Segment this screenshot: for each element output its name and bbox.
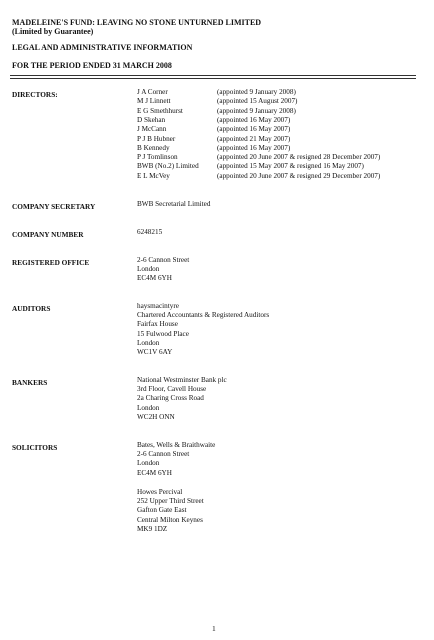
address-line: 2a Charing Cross Road — [137, 394, 204, 403]
director-appointment: (appointed 15 May 2007 & resigned 16 May 2007) — [217, 162, 364, 171]
solicitors-address-2 — [137, 488, 204, 534]
auditors-label: AUDITORS — [12, 304, 51, 313]
address-line: 15 Fulwood Place — [137, 329, 189, 338]
address-line: National Westminster Bank plc — [137, 376, 227, 384]
registered-office-label: REGISTERED OFFICE — [12, 258, 90, 267]
director-appointment: (appointed 16 May 2007) — [217, 125, 291, 134]
director-appointment: (appointed 20 June 2007 & resigned 28 December 2007) — [217, 153, 381, 162]
period-heading: FOR THE PERIOD ENDED 31 MARCH 2008 — [12, 61, 172, 70]
address-line: 252 Upper Third Street — [137, 497, 204, 506]
address-line: London — [137, 459, 160, 468]
header-rule-bottom — [10, 78, 416, 79]
address-line: London — [137, 265, 160, 274]
address-line: WC2H ONN — [137, 412, 175, 421]
address-line: 3rd Floor, Cavell House — [137, 385, 207, 394]
director-name: P J Tomlinson — [137, 153, 178, 162]
director-name: E L McVey — [137, 171, 170, 180]
company-secretary-label: COMPANY SECRETARY — [12, 202, 96, 211]
director-appointment: (appointed 16 May 2007) — [217, 143, 291, 152]
address-line: MK9 1DZ — [137, 524, 168, 533]
registered-office-address — [137, 256, 189, 284]
solicitors-address-1 — [137, 441, 215, 478]
director-appointment: (appointed 9 January 2008) — [217, 106, 296, 115]
address-line: London — [137, 338, 160, 347]
directors-label: DIRECTORS: — [12, 90, 58, 99]
director-name: J A Corner — [137, 88, 168, 96]
director-appointment: (appointed 16 May 2007) — [217, 115, 291, 124]
director-name: J McCann — [137, 125, 167, 134]
address-line: Howes Percival — [137, 488, 183, 496]
director-name: B Kennedy — [137, 143, 170, 152]
address-line: Bates, Wells & Braithwaite — [137, 441, 216, 449]
director-appointment: (appointed 15 August 2007) — [217, 97, 298, 106]
address-line: Gafton Gate East — [137, 506, 187, 515]
director-appointment: (appointed 21 May 2007) — [217, 134, 291, 143]
director-appointment: (appointed 20 June 2007 & resigned 29 December 2007) — [217, 171, 381, 180]
director-name: BWB (No.2) Limited — [137, 162, 199, 171]
bankers-label: BANKERS — [12, 378, 48, 387]
address-line: London — [137, 403, 160, 412]
address-line: 2-6 Cannon Street — [137, 450, 190, 459]
company-number-value: 6248215 — [137, 228, 163, 236]
address-line: Chartered Accountants & Registered Auditors — [137, 311, 270, 320]
company-title: MADELEINE'S FUND: LEAVING NO STONE UNTURNED LIMITED — [12, 18, 262, 27]
director-name: E G Smethhurst — [137, 106, 183, 115]
address-line: EC4M 6YH — [137, 274, 172, 283]
address-line: EC4M 6YH — [137, 468, 172, 477]
address-line: Fairfax House — [137, 320, 178, 329]
address-line: WC1V 6AY — [137, 347, 173, 356]
section-heading: LEGAL AND ADMINISTRATIVE INFORMATION — [12, 43, 193, 52]
address-line: haysmacintyre — [137, 302, 179, 310]
page-number: 1 — [212, 624, 216, 633]
company-subtitle: (Limited by Guarantee) — [12, 27, 94, 36]
company-number-label: COMPANY NUMBER — [12, 230, 84, 239]
address-line: Central Milton Keynes — [137, 515, 203, 524]
auditors-address — [137, 302, 269, 357]
director-name: D Skehan — [137, 115, 166, 124]
bankers-address — [137, 376, 227, 422]
director-name: M J Linnett — [137, 97, 171, 106]
address-line: 2-6 Cannon Street — [137, 256, 190, 264]
company-secretary-value: BWB Secretarial Limited — [137, 200, 211, 208]
solicitors-label: SOLICITORS — [12, 443, 58, 452]
header-rule-top — [10, 75, 416, 76]
director-name: P J B Hubner — [137, 134, 176, 143]
director-appointment: (appointed 9 January 2008) — [217, 88, 296, 96]
